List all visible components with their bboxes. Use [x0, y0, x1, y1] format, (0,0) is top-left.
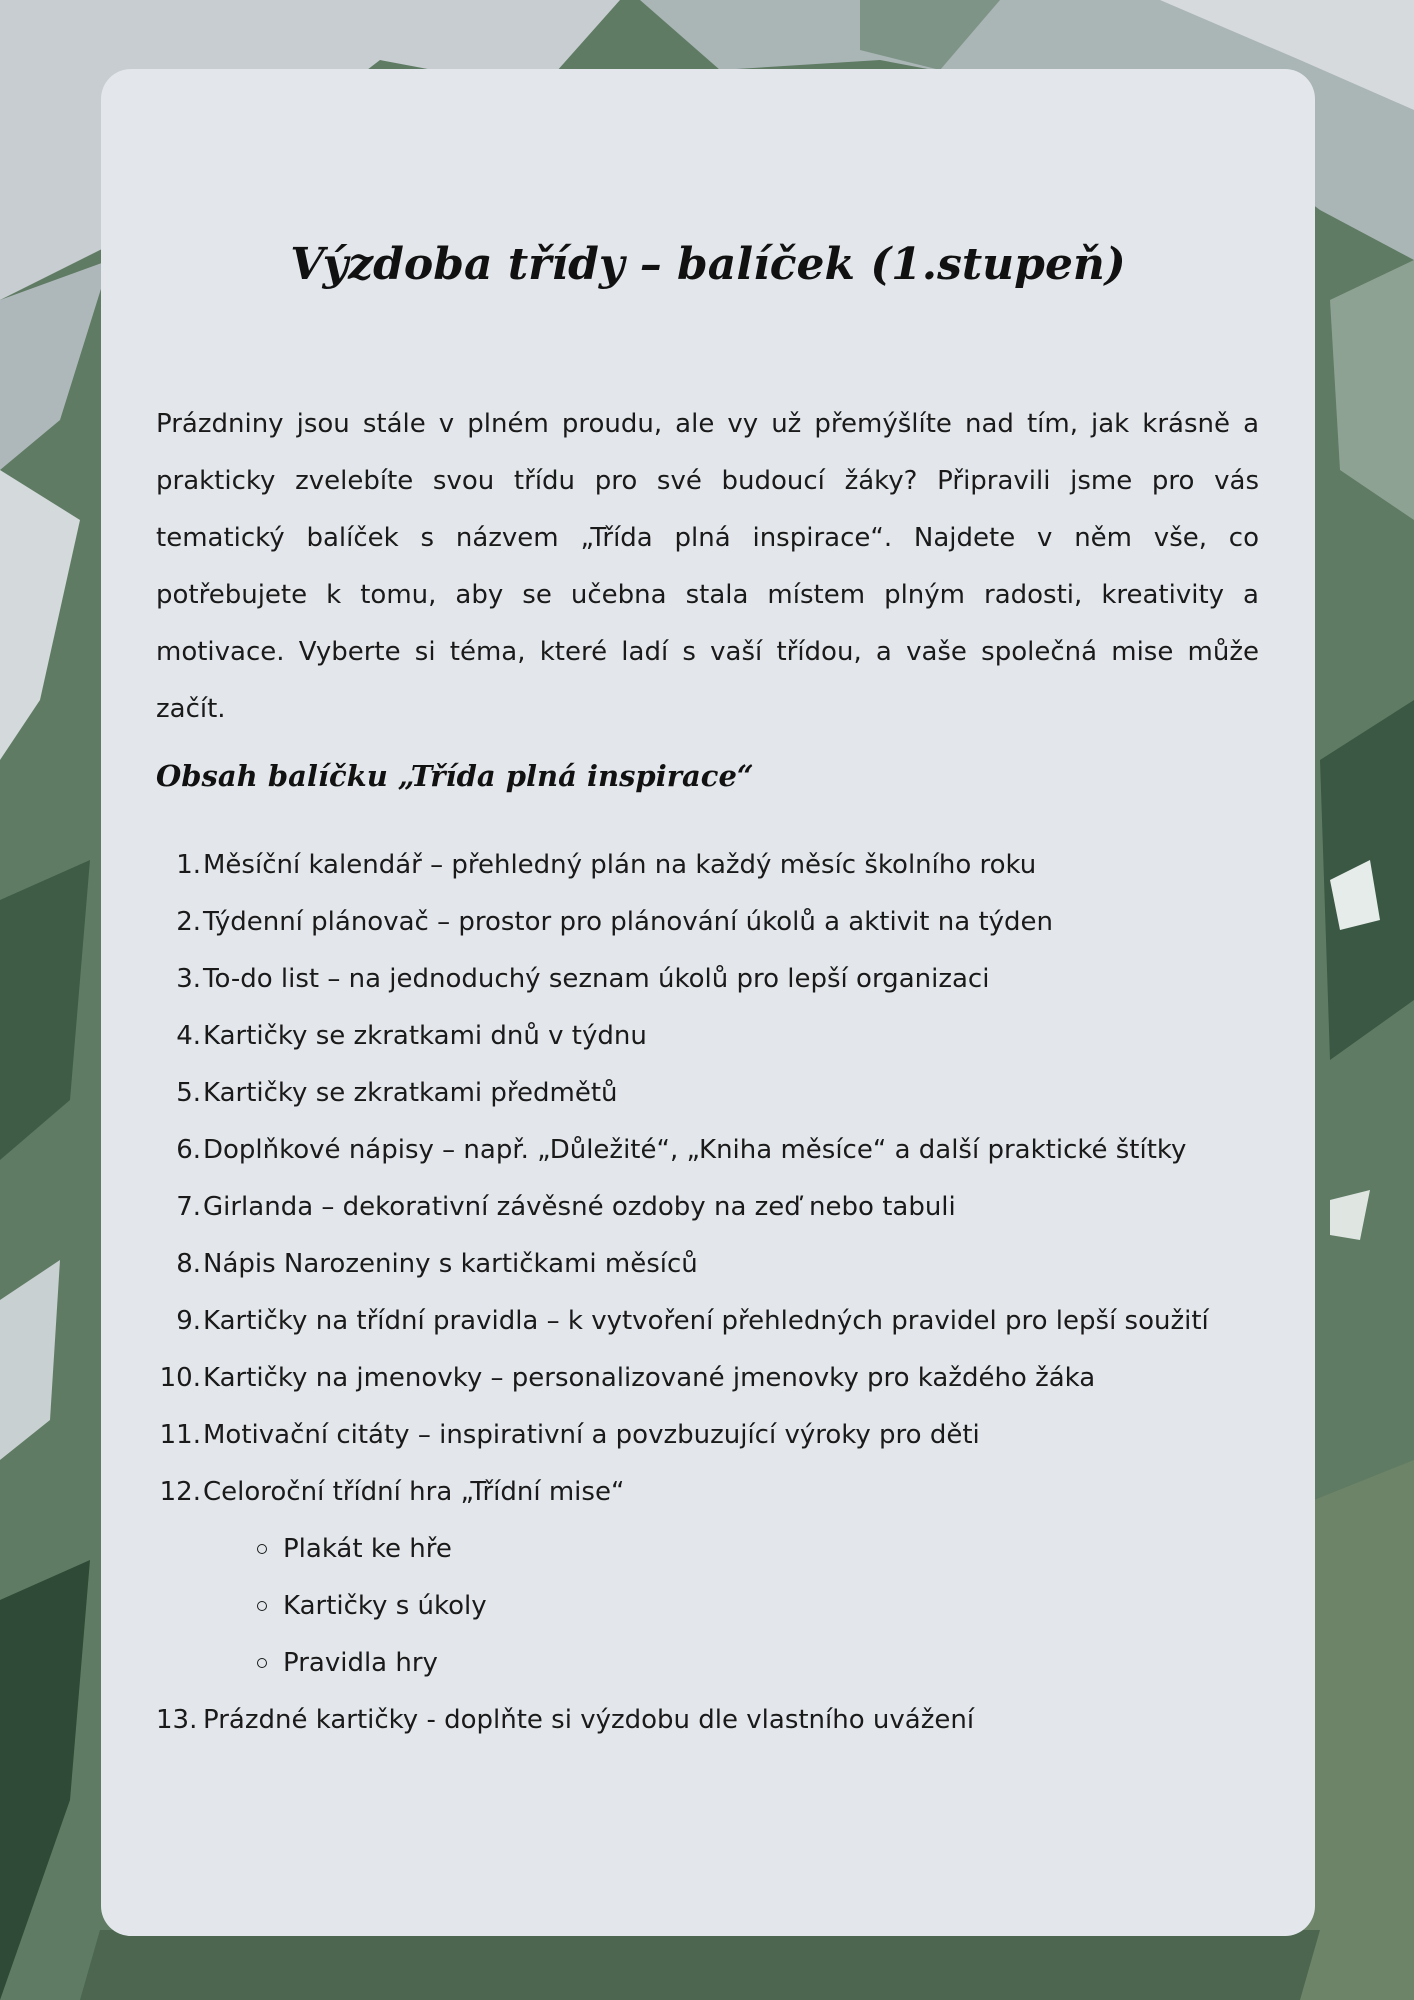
sublist-item-text: Kartičky s úkoly	[283, 1591, 487, 1621]
list-number: 10.	[159, 1363, 201, 1393]
list-item	[156, 1464, 1266, 1692]
list-item-text: Kartičky na jmenovky – personalizované jmenovky pro každého žáka	[203, 1363, 1096, 1393]
page-title: Výzdoba třídy – balíček (1.stupeň)	[290, 239, 1126, 290]
list-item-text: Celoroční třídní hra „Třídní mise“	[203, 1477, 625, 1507]
list-item	[156, 951, 1266, 1008]
list-item	[156, 894, 1266, 951]
circle-bullet-icon	[257, 1544, 267, 1554]
list-item-text: Kartičky se zkratkami dnů v týdnu	[203, 1021, 647, 1051]
list-item	[156, 1407, 1266, 1464]
list-item-text: Kartičky na třídní pravidla – k vytvoření přehledných pravidel pro lepší soužití	[203, 1306, 1209, 1336]
sublist-item-text: Plakát ke hře	[283, 1534, 452, 1564]
list-item-text: Nápis Narozeniny s kartičkami měsíců	[203, 1249, 698, 1279]
sublist-item-text: Pravidla hry	[283, 1648, 438, 1678]
list-item	[156, 1008, 1266, 1065]
section-subtitle: Obsah balíčku „Třída plná inspirace“	[156, 759, 754, 793]
list-number: 12.	[159, 1477, 201, 1507]
list-item	[156, 1692, 1266, 1749]
list-item	[156, 1350, 1266, 1407]
list-item-text: Kartičky se zkratkami předmětů	[203, 1078, 618, 1108]
sublist-item	[251, 1521, 1266, 1578]
list-number: 7.	[176, 1192, 201, 1222]
game-sublist	[203, 1521, 1266, 1692]
list-item	[156, 837, 1266, 894]
circle-bullet-icon	[257, 1601, 267, 1611]
list-item-text: Doplňkové nápisy – např. „Důležité“, „Kniha měsíce“ a další praktické štítky	[203, 1135, 1187, 1165]
list-item	[156, 1293, 1266, 1350]
list-number: 11.	[159, 1420, 201, 1450]
list-number: 6.	[176, 1135, 201, 1165]
list-item-text: Girlanda – dekorativní závěsné ozdoby na zeď nebo tabuli	[203, 1192, 956, 1222]
content-card	[101, 69, 1315, 1936]
list-item-text: Týdenní plánovač – prostor pro plánování úkolů a aktivit na týden	[203, 907, 1054, 937]
list-number: 9.	[176, 1306, 201, 1336]
list-item-text: Prázdné kartičky - doplňte si výzdobu dle vlastního uvážení	[203, 1705, 975, 1735]
list-item	[156, 1179, 1266, 1236]
list-number: 2.	[176, 907, 201, 937]
list-number: 1.	[176, 850, 201, 880]
sublist-item	[251, 1635, 1266, 1692]
list-item	[156, 1065, 1266, 1122]
list-number: 4.	[176, 1021, 201, 1051]
package-contents-list	[156, 837, 1266, 1749]
intro-paragraph: Prázdniny jsou stále v plném proudu, ale vy už přemýšlíte nad tím, jak krásně a prakticky zvelebíte svou třídu pro své budoucí žáky? Připravili jsme pro vás tematický balíček s názvem „Třída plná inspirace“. Najdete v něm vše, co potřebujete k tomu, aby se učebna stala místem plným radosti, kreativity a motivace. Vyberte si téma, které ladí s vaší třídou, a vaše společná mise může začít.	[156, 409, 1259, 724]
list-number: 5.	[176, 1078, 201, 1108]
list-number: 8.	[176, 1249, 201, 1279]
list-item-text: To-do list – na jednoduchý seznam úkolů pro lepší organizaci	[203, 964, 990, 994]
list-number: 13.	[156, 1705, 198, 1735]
sublist-item	[251, 1578, 1266, 1635]
list-item-text: Motivační citáty – inspirativní a povzbuzující výroky pro děti	[203, 1420, 980, 1450]
list-item-text: Měsíční kalendář – přehledný plán na každý měsíc školního roku	[203, 850, 1037, 880]
circle-bullet-icon	[257, 1658, 267, 1668]
list-item	[156, 1122, 1266, 1179]
list-item	[156, 1236, 1266, 1293]
list-number: 3.	[176, 964, 201, 994]
